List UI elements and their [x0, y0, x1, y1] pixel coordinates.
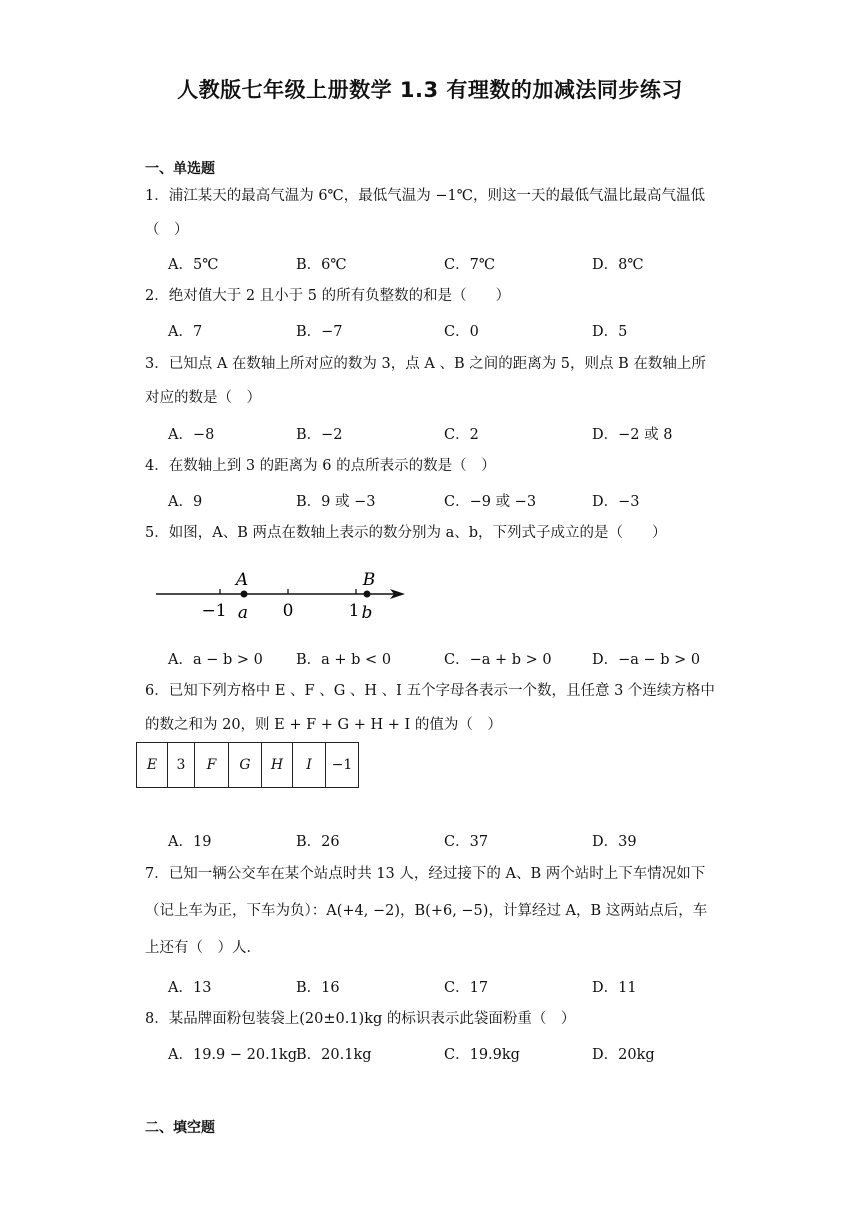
option-c[interactable]: C．−9 或 −3	[444, 494, 537, 510]
question-6-options	[168, 830, 728, 854]
option-a[interactable]: A．13	[168, 980, 212, 996]
option-b[interactable]: B．16	[296, 980, 340, 996]
grid-cell-minus-1: −1	[326, 743, 359, 788]
option-d[interactable]: D．11	[592, 980, 637, 996]
point-b-dot	[364, 591, 371, 598]
grid-cell-e: E	[137, 743, 168, 788]
option-b[interactable]: B．6℃	[296, 257, 347, 273]
question-5: 5．如图，A、B 两点在数轴上表示的数分别为 a、b，下列式子成立的是（ ）	[145, 525, 667, 541]
option-a[interactable]: A．19.9 − 20.1kg	[168, 1047, 297, 1063]
grid-cell-3: 3	[168, 743, 195, 788]
option-d[interactable]: D．−2 或 8	[592, 427, 673, 443]
question-4-options	[168, 490, 728, 514]
option-a[interactable]: A．a − b > 0	[168, 652, 263, 668]
question-3-options	[168, 423, 728, 447]
option-a[interactable]: A．19	[168, 834, 212, 850]
option-c[interactable]: C．37	[444, 834, 489, 850]
option-d[interactable]: D．39	[592, 834, 637, 850]
question-2-options	[168, 320, 728, 344]
option-b[interactable]: B．−7	[296, 324, 343, 340]
option-d[interactable]: D．8℃	[592, 257, 644, 273]
section-heading-fill-blank: 二、填空题	[145, 1120, 215, 1136]
question-7-options	[168, 976, 728, 1000]
question-3: 3．已知点 A 在数轴上所对应的数为 3，点 A 、B 之间的距离为 5，则点 B 在数轴上所对应的数是（ ）	[145, 356, 706, 406]
option-b[interactable]: B．9 或 −3	[296, 494, 376, 510]
point-label-a: A	[235, 570, 249, 590]
option-d[interactable]: D．−a − b > 0	[592, 652, 701, 668]
option-b[interactable]: B．26	[296, 834, 340, 850]
option-c[interactable]: C．7℃	[444, 257, 496, 273]
question-8-options	[168, 1043, 728, 1067]
option-a[interactable]: A．7	[168, 324, 203, 340]
option-b[interactable]: B．20.1kg	[296, 1047, 372, 1063]
question-6: 6．已知下列方格中 E 、F 、G 、H 、I 五个字母各表示一个数，且任意 3 个连续方格中的数之和为 20，则 E + F + G + H + I 的值为（ ）	[145, 683, 715, 733]
page-title: 人教版七年级上册数学 1.3 有理数的加减法同步练习	[177, 78, 683, 102]
question-7: 7．已知一辆公交车在某个站点时共 13 人，经过接下的 A、B 两个站时上下车情况如下（记上车为正，下车为负）：A(+4, −2)，B(+6, −5)，计算经过 A，B 这两站点后，车上还有（ ）人．	[145, 866, 708, 956]
option-b[interactable]: B．−2	[296, 427, 343, 443]
section-heading-single-choice: 一、单选题	[145, 161, 215, 177]
option-a[interactable]: A．9	[168, 494, 203, 510]
grid-cell-h: H	[262, 743, 293, 788]
number-line-figure	[150, 565, 420, 635]
option-c[interactable]: C．0	[444, 324, 479, 340]
tick-label-1: 1	[348, 601, 360, 621]
option-a[interactable]: A．5℃	[168, 257, 219, 273]
option-d[interactable]: D．5	[592, 324, 628, 340]
grid-cell-g: G	[229, 743, 262, 788]
letter-grid	[136, 742, 359, 788]
question-4: 4．在数轴上到 3 的距离为 6 的点所表示的数是（ ）	[145, 458, 496, 474]
question-1-options	[168, 253, 728, 277]
option-c[interactable]: C．17	[444, 980, 489, 996]
grid-cell-i: I	[293, 743, 326, 788]
option-a[interactable]: A．−8	[168, 427, 215, 443]
variable-label-b: b	[361, 603, 373, 623]
option-c[interactable]: C．−a + b > 0	[444, 652, 552, 668]
question-2: 2．绝对值大于 2 且小于 5 的所有负整数的和是（ ）	[145, 288, 511, 304]
tick-label-minus-1: −1	[201, 601, 227, 621]
variable-label-a: a	[237, 603, 249, 623]
question-5-options	[168, 648, 728, 672]
point-a-dot	[241, 591, 248, 598]
option-c[interactable]: C．19.9kg	[444, 1047, 520, 1063]
tick-label-0: 0	[282, 601, 294, 621]
question-1: 1．浦江某天的最高气温为 6℃，最低气温为 −1℃，则这一天的最低气温比最高气温低（ ）	[145, 188, 705, 238]
option-b[interactable]: B．a + b < 0	[296, 652, 392, 668]
question-8: 8．某品牌面粉包装袋上(20±0.1)kg 的标识表示此袋面粉重（ ）	[145, 1011, 576, 1027]
option-c[interactable]: C．2	[444, 427, 479, 443]
point-label-b: B	[362, 570, 376, 590]
grid-cell-f: F	[195, 743, 229, 788]
option-d[interactable]: D．20kg	[592, 1047, 655, 1063]
option-d[interactable]: D．−3	[592, 494, 640, 510]
